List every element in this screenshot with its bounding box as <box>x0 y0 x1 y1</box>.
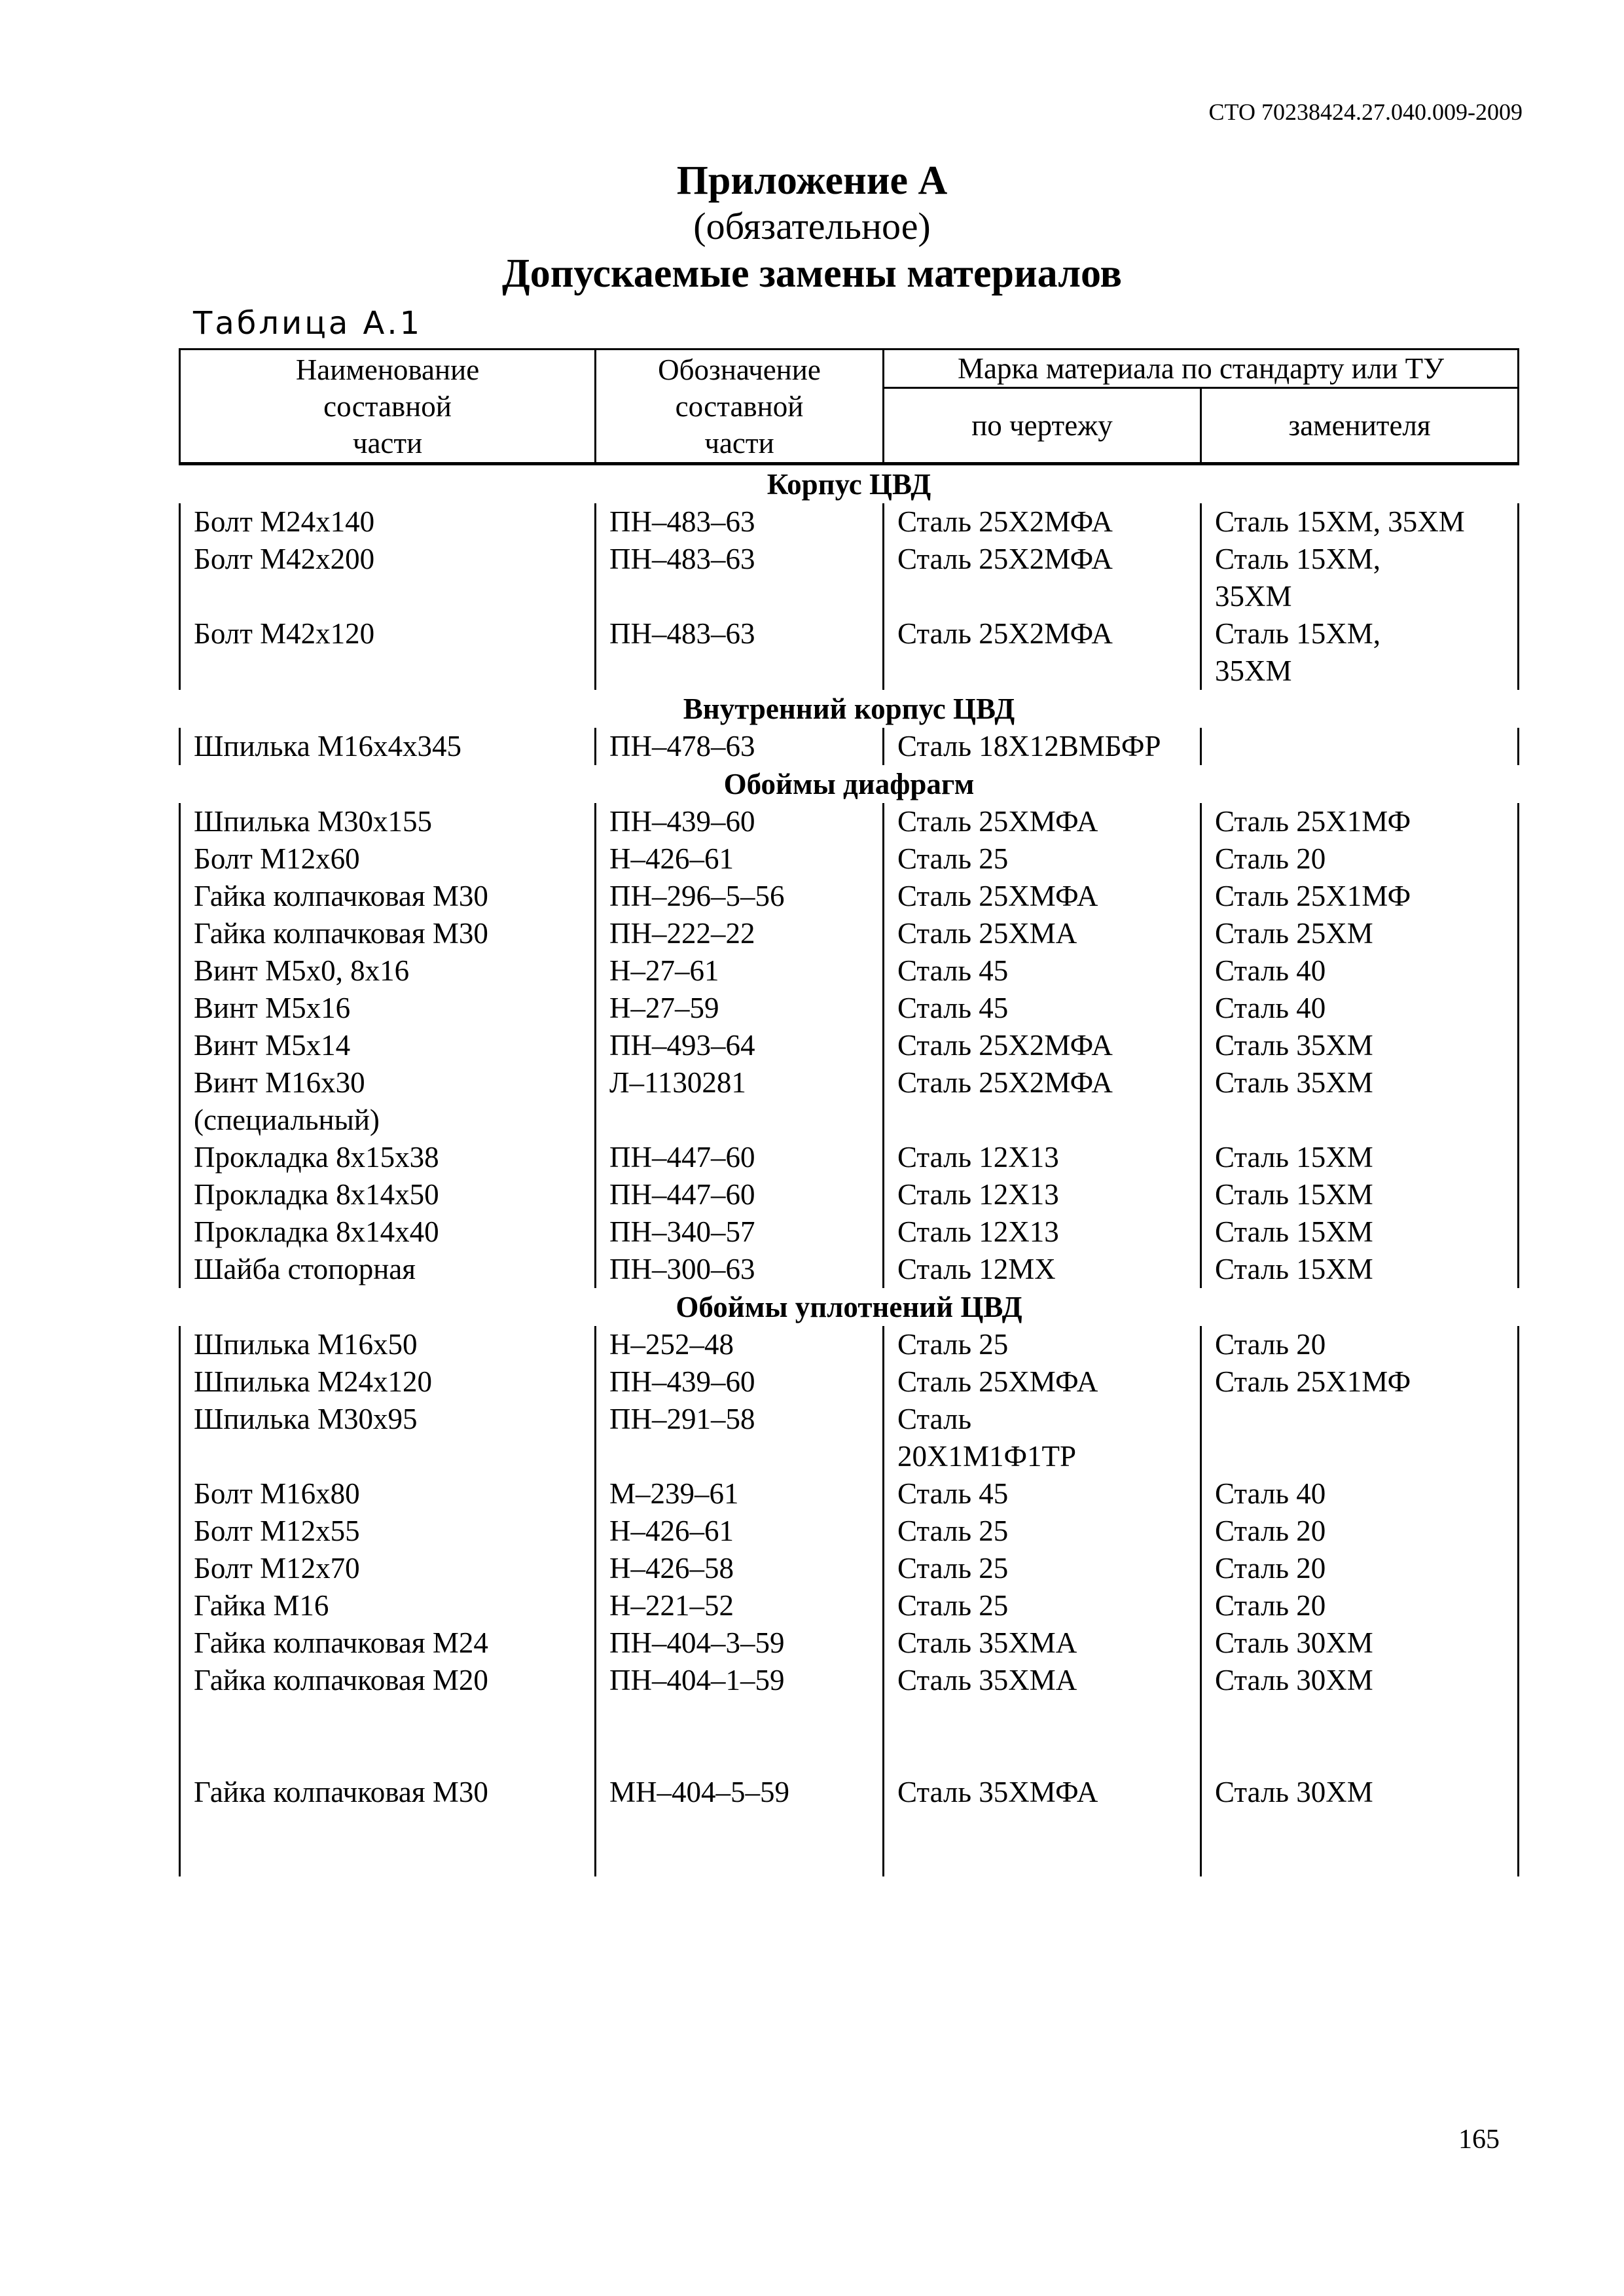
table-row <box>180 1475 1519 1513</box>
blank-cell <box>596 1736 884 1774</box>
table-row <box>180 1550 1519 1587</box>
table-row <box>180 1213 1519 1251</box>
table-row <box>180 1401 1519 1475</box>
cell-material-substitute: Сталь 15ХМ <box>1201 1213 1519 1251</box>
cell-material-drawing: Сталь 25 <box>884 1326 1201 1363</box>
table-row <box>180 1624 1519 1662</box>
cell-part-name: Гайка колпачковая М30 <box>180 1774 596 1811</box>
cell-material-drawing: Сталь 25 <box>884 1550 1201 1587</box>
appendix-heading: Допускаемые замены материалов <box>502 251 1122 296</box>
materials-table-container <box>179 348 1517 1876</box>
cell-part-name: Гайка колпачковая М24 <box>180 1624 596 1662</box>
table-row <box>180 1251 1519 1288</box>
header-substitute: заменителя <box>1201 388 1519 464</box>
cell-material-substitute: Сталь 25Х1МФ <box>1201 803 1519 840</box>
cell-designation: ПН–439–60 <box>596 1363 884 1401</box>
cell-material-substitute: Сталь 20 <box>1201 1513 1519 1550</box>
cell-designation: Н–426–58 <box>596 1550 884 1587</box>
cell-designation: Н–27–61 <box>596 952 884 990</box>
table-row <box>180 803 1519 840</box>
cell-part-name: Шпилька М16х4х345 <box>180 728 596 765</box>
cell-material-substitute <box>1201 1401 1519 1475</box>
cell-part-name: Гайка колпачковая М30 <box>180 878 596 915</box>
cell-material-substitute: Сталь 35ХМ <box>1201 1027 1519 1064</box>
table-row <box>180 1587 1519 1624</box>
cell-part-name: Гайка колпачковая М20 <box>180 1662 596 1699</box>
cell-material-substitute: Сталь 40 <box>1201 952 1519 990</box>
table-continuation-row <box>180 1811 1519 1876</box>
cell-designation: ПН–439–60 <box>596 803 884 840</box>
cell-part-name: Болт М12х70 <box>180 1550 596 1587</box>
cell-designation: Л–1130281 <box>596 1064 884 1139</box>
cell-material-drawing: Сталь 12Х13 <box>884 1213 1201 1251</box>
cell-designation: ПН–291–58 <box>596 1401 884 1475</box>
appendix-status: (обязательное) <box>693 205 931 247</box>
blank-cell <box>884 1699 1201 1736</box>
cell-designation: ПН–340–57 <box>596 1213 884 1251</box>
cell-material-drawing: Сталь 35ХМФА <box>884 1774 1201 1811</box>
cell-part-name: Винт М5х0, 8х16 <box>180 952 596 990</box>
cell-material-substitute: Сталь 15ХМ, 35ХМ <box>1201 503 1519 541</box>
header-by-drawing: по чертежу <box>884 388 1201 464</box>
cell-part-name: Гайка колпачковая М30 <box>180 915 596 952</box>
cell-material-substitute: Сталь 15ХМ <box>1201 1251 1519 1288</box>
cell-material-drawing: Сталь 45 <box>884 952 1201 990</box>
section-title: Обоймы уплотнений ЦВД <box>676 1291 1022 1323</box>
cell-part-name: Болт М24х140 <box>180 503 596 541</box>
blank-row <box>180 1699 1519 1736</box>
cell-material-drawing: Сталь 12МХ <box>884 1251 1201 1288</box>
section-title: Внутренний корпус ЦВД <box>683 692 1015 725</box>
table-row <box>180 990 1519 1027</box>
table-row <box>180 541 1519 615</box>
cell-designation: Н–426–61 <box>596 840 884 878</box>
cell-designation: ПН–483–63 <box>596 615 884 690</box>
cell-part-name: Болт М12х55 <box>180 1513 596 1550</box>
cell-designation: ПН–447–60 <box>596 1139 884 1176</box>
cell-part-name: Винт М5х16 <box>180 990 596 1027</box>
cell-material-drawing: Сталь 35ХМА <box>884 1624 1201 1662</box>
cell-part-name: Болт М42х120 <box>180 615 596 690</box>
cell-part-name: Винт М16х30 (специальный) <box>180 1064 596 1139</box>
cell-material-drawing: Сталь 45 <box>884 1475 1201 1513</box>
table-body <box>180 464 1519 1877</box>
header-part-name <box>180 350 596 464</box>
cell-designation: ПН–300–63 <box>596 1251 884 1288</box>
cell-designation: ПН–493–64 <box>596 1027 884 1064</box>
blank-cell <box>180 1811 596 1876</box>
cell-material-drawing: Сталь 25 <box>884 1513 1201 1550</box>
cell-material-substitute: Сталь 15ХМ, 35ХМ <box>1201 615 1519 690</box>
blank-cell <box>596 1811 884 1876</box>
section-title: Обоймы диафрагм <box>723 768 975 800</box>
blank-cell <box>1201 1811 1519 1876</box>
cell-material-substitute: Сталь 25ХМ <box>1201 915 1519 952</box>
cell-material-drawing: Сталь 25 <box>884 1587 1201 1624</box>
header-part-name-line1: Наименование <box>295 353 480 386</box>
table-row <box>180 1027 1519 1064</box>
header-material-grade: Марка материала по стандарту или ТУ <box>884 350 1519 388</box>
cell-material-drawing: Сталь 20Х1М1Ф1ТР <box>884 1401 1201 1475</box>
header-part-name-line2: составной <box>323 389 452 423</box>
cell-material-substitute: Сталь 30ХМ <box>1201 1624 1519 1662</box>
cell-material-substitute: Сталь 20 <box>1201 840 1519 878</box>
cell-part-name: Прокладка 8х15х38 <box>180 1139 596 1176</box>
cell-material-substitute: Сталь 15ХМ, 35ХМ <box>1201 541 1519 615</box>
blank-row <box>180 1736 1519 1774</box>
page-number: 165 <box>1458 2125 1500 2155</box>
cell-designation: ПН–483–63 <box>596 541 884 615</box>
table-row <box>180 1513 1519 1550</box>
cell-designation: ПН–296–5–56 <box>596 878 884 915</box>
cell-material-drawing: Сталь 25ХМФА <box>884 803 1201 840</box>
cell-designation: ПН–404–3–59 <box>596 1624 884 1662</box>
cell-material-drawing: Сталь 25Х2МФА <box>884 615 1201 690</box>
cell-designation: М–239–61 <box>596 1475 884 1513</box>
header-part-designation <box>596 350 884 464</box>
cell-part-name: Шпилька М16х50 <box>180 1326 596 1363</box>
title-block <box>0 157 1624 298</box>
section-title: Корпус ЦВД <box>767 468 931 501</box>
cell-part-name: Болт М42х200 <box>180 541 596 615</box>
cell-part-name: Болт М12х60 <box>180 840 596 878</box>
cell-material-substitute: Сталь 20 <box>1201 1326 1519 1363</box>
cell-designation: Н–221–52 <box>596 1587 884 1624</box>
section-header-row <box>180 765 1519 803</box>
header-designation-line2: составной <box>675 389 804 423</box>
cell-material-substitute: Сталь 15ХМ <box>1201 1139 1519 1176</box>
section-header-row <box>180 464 1519 504</box>
materials-table <box>179 348 1519 1876</box>
blank-cell <box>596 1699 884 1736</box>
cell-designation: ПН–483–63 <box>596 503 884 541</box>
header-designation-line3: части <box>704 426 774 459</box>
section-header-row <box>180 690 1519 728</box>
table-row <box>180 503 1519 541</box>
table-row <box>180 1326 1519 1363</box>
blank-cell <box>180 1699 596 1736</box>
cell-material-drawing: Сталь 25Х2МФА <box>884 1027 1201 1064</box>
table-header <box>180 350 1519 464</box>
cell-material-drawing: Сталь 25ХМА <box>884 915 1201 952</box>
cell-material-substitute <box>1201 728 1519 765</box>
cell-material-drawing: Сталь 12Х13 <box>884 1176 1201 1213</box>
table-row <box>180 1774 1519 1811</box>
table-row <box>180 1139 1519 1176</box>
table-row <box>180 1662 1519 1699</box>
cell-part-name: Прокладка 8х14х50 <box>180 1176 596 1213</box>
cell-part-name: Шпилька М30х155 <box>180 803 596 840</box>
cell-material-drawing: Сталь 25ХМФА <box>884 878 1201 915</box>
cell-designation: ПН–447–60 <box>596 1176 884 1213</box>
table-row <box>180 1064 1519 1139</box>
table-row <box>180 1363 1519 1401</box>
cell-material-substitute: Сталь 25Х1МФ <box>1201 1363 1519 1401</box>
cell-material-drawing: Сталь 25Х2МФА <box>884 541 1201 615</box>
document-code: СТО 70238424.27.040.009-2009 <box>1208 99 1523 125</box>
appendix-title: Приложение А <box>676 158 948 203</box>
header-part-name-line3: части <box>352 426 423 459</box>
table-row <box>180 615 1519 690</box>
cell-designation: МН–404–5–59 <box>596 1774 884 1811</box>
cell-material-drawing: Сталь 35ХМА <box>884 1662 1201 1699</box>
header-designation-line1: Обозначение <box>658 353 821 386</box>
cell-designation: Н–252–48 <box>596 1326 884 1363</box>
cell-part-name: Прокладка 8х14х40 <box>180 1213 596 1251</box>
table-caption: Таблица А.1 <box>193 305 423 342</box>
cell-part-name: Винт М5х14 <box>180 1027 596 1064</box>
cell-material-drawing: Сталь 12Х13 <box>884 1139 1201 1176</box>
table-row <box>180 728 1519 765</box>
cell-material-drawing: Сталь 45 <box>884 990 1201 1027</box>
cell-material-drawing: Сталь 25 <box>884 840 1201 878</box>
cell-designation: Н–27–59 <box>596 990 884 1027</box>
cell-material-substitute: Сталь 30ХМ <box>1201 1774 1519 1811</box>
table-row <box>180 1176 1519 1213</box>
blank-cell <box>1201 1699 1519 1736</box>
cell-designation: ПН–404–1–59 <box>596 1662 884 1699</box>
table-row <box>180 840 1519 878</box>
cell-designation: ПН–478–63 <box>596 728 884 765</box>
blank-cell <box>1201 1736 1519 1774</box>
cell-material-drawing: Сталь 25ХМФА <box>884 1363 1201 1401</box>
table-row <box>180 952 1519 990</box>
cell-material-drawing: Сталь 18Х12ВМБФР <box>884 728 1201 765</box>
cell-material-substitute: Сталь 35ХМ <box>1201 1064 1519 1139</box>
cell-material-substitute: Сталь 20 <box>1201 1587 1519 1624</box>
cell-material-substitute: Сталь 40 <box>1201 1475 1519 1513</box>
table-row <box>180 878 1519 915</box>
cell-part-name: Гайка М16 <box>180 1587 596 1624</box>
cell-material-substitute: Сталь 20 <box>1201 1550 1519 1587</box>
cell-part-name: Шпилька М30х95 <box>180 1401 596 1475</box>
blank-cell <box>884 1736 1201 1774</box>
cell-material-substitute: Сталь 40 <box>1201 990 1519 1027</box>
cell-material-substitute: Сталь 25Х1МФ <box>1201 878 1519 915</box>
cell-part-name: Шайба стопорная <box>180 1251 596 1288</box>
cell-material-drawing: Сталь 25Х2МФА <box>884 503 1201 541</box>
cell-material-substitute: Сталь 30ХМ <box>1201 1662 1519 1699</box>
cell-part-name: Шпилька М24х120 <box>180 1363 596 1401</box>
cell-designation: Н–426–61 <box>596 1513 884 1550</box>
blank-cell <box>180 1736 596 1774</box>
cell-part-name: Болт М16х80 <box>180 1475 596 1513</box>
section-header-row <box>180 1288 1519 1326</box>
table-row <box>180 915 1519 952</box>
cell-designation: ПН–222–22 <box>596 915 884 952</box>
blank-cell <box>884 1811 1201 1876</box>
cell-material-drawing: Сталь 25Х2МФА <box>884 1064 1201 1139</box>
cell-material-substitute: Сталь 15ХМ <box>1201 1176 1519 1213</box>
